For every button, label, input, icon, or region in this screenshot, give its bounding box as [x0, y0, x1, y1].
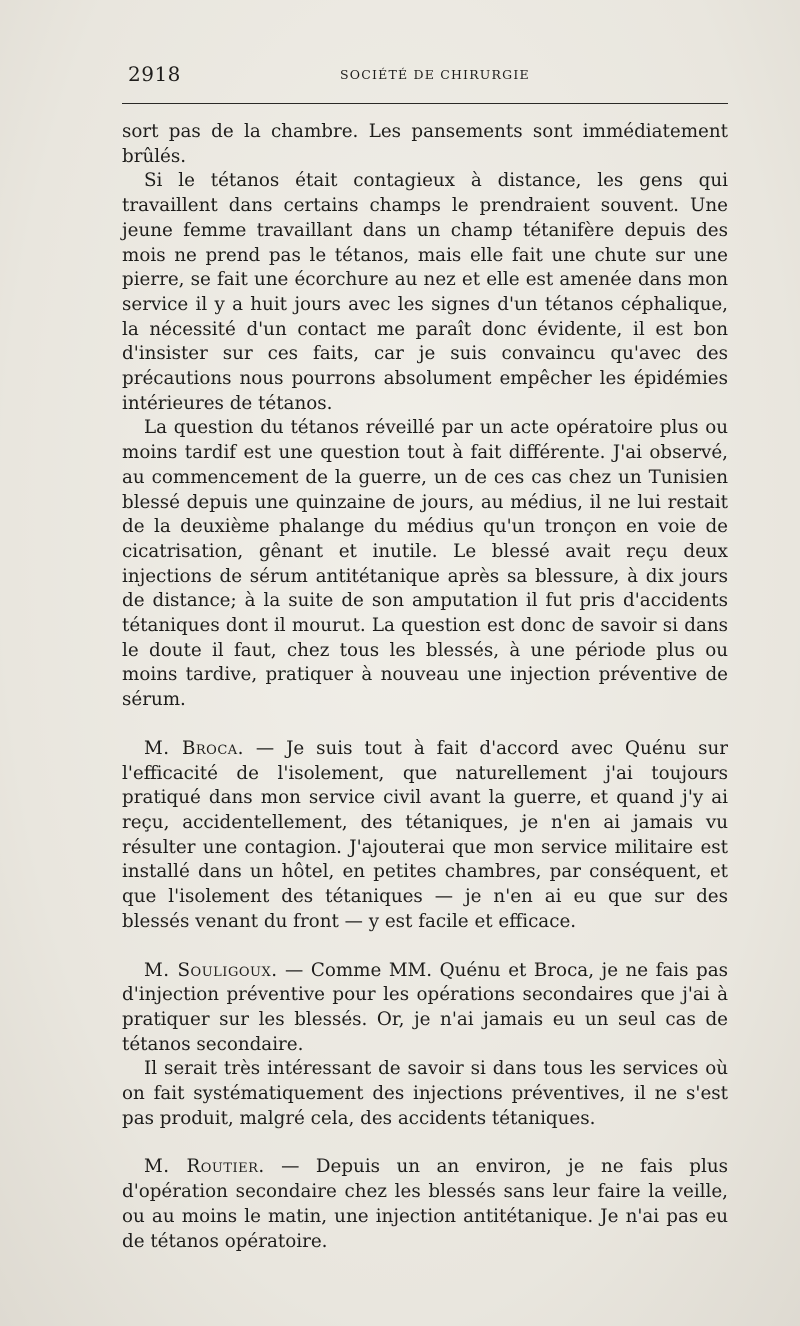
intervention-continuation: Il serait très intéressant de savoir si dans tous les services où on fait systématiquement des injections préventives, il ne s'est pas produit, malgré cela, des accidents tétaniques. — [122, 1058, 728, 1129]
speaker-name: M. Routier. — [144, 1156, 265, 1178]
page-header — [128, 62, 728, 92]
intervention-text: Comme MM. Quénu et Broca, je ne fais pas d'injection préventive pour les opérations secondaires que j'ai à pratiquer sur les blessés. Or, je n'ai jamais eu un seul cas de tétanos secondaire. — [122, 959, 729, 1055]
speaker-name: M. Souligoux. — [144, 959, 278, 981]
intervention-broca — [122, 737, 728, 935]
paragraph-continued: sort pas de la chambre. Les pansements sont immédiatement brûlés. — [122, 121, 728, 167]
header-rule — [122, 103, 728, 104]
speaker-dash: — — [243, 737, 287, 759]
paragraph-contagion: Si le tétanos était contagieux à distance, les gens qui travaillent dans certains champs le prendraient souvent. Une jeune femme travaillant dans un champ tétanifère depuis des mois ne prend pas le tétanos, mais elle fait une chute sur une pierre, se fait une écorchure au nez et elle est amenée dans mon service il y a huit jours avec les signes d'un tétanos céphalique, la nécessité d'un contact me paraît donc évidente, il est bon d'insister sur ces faits, car je suis convaincu qu'avec des précautions nous pourrons absolument empêcher les épidémies intérieures de tétanos. — [122, 170, 728, 414]
intervention-text: Depuis un an environ, je ne fais plus d'opération secondaire chez les blessés sans leur faire la veille, ou au moins le matin, une injection antitétanique. Je n'ai pas eu de tétanos opératoire. — [122, 1156, 729, 1252]
running-title: SOCIÉTÉ DE CHIRURGIE — [340, 67, 530, 82]
intervention-text: Je suis tout à fait d'accord avec Quénu sur l'efficacité de l'isolement, que naturellement j'ai toujours pratiqué dans mon service civil avant la guerre, et quand j'y ai reçu, accidentellement, des tétaniques, je n'en ai jamais vu résulter une contagion. J'ajouterai que mon service militaire est installé dans un hôtel, en petites chambres, par conséquent, et que l'isolement des tétaniques — je n'en ai eu que sur des blessés venant du front — y est facile et efficace. — [122, 737, 728, 932]
page-number: 2918 — [128, 62, 181, 86]
intervention-routier — [122, 1155, 728, 1254]
speaker-dash: — — [277, 959, 311, 981]
intervention-souligoux — [122, 959, 728, 1058]
speaker-dash: — — [264, 1156, 316, 1178]
speaker-name: M. Broca. — [144, 737, 244, 759]
paragraph-tetanos-reveille: La question du tétanos réveillé par un acte opératoire plus ou moins tardif est une question tout à fait différente. J'ai observé, au commencement de la guerre, un de ces cas chez un Tunisien blessé depuis une quinzaine de jours, au médius, il ne lui restait de la deuxième phalange du médius qu'un tronçon en voie de cicatrisation, gênant et inutile. Le blessé avait reçu deux injections de sérum antitétanique après sa blessure, à dix jours de distance; à la suite de son amputation il fut pris d'accidents tétaniques dont il mourut. La question est donc de savoir si dans le doute il faut, chez tous les blessés, à une période plus ou moins tardive, pratiquer à nouveau une injection préventive de sérum. — [122, 417, 728, 711]
body-text — [122, 120, 728, 1254]
